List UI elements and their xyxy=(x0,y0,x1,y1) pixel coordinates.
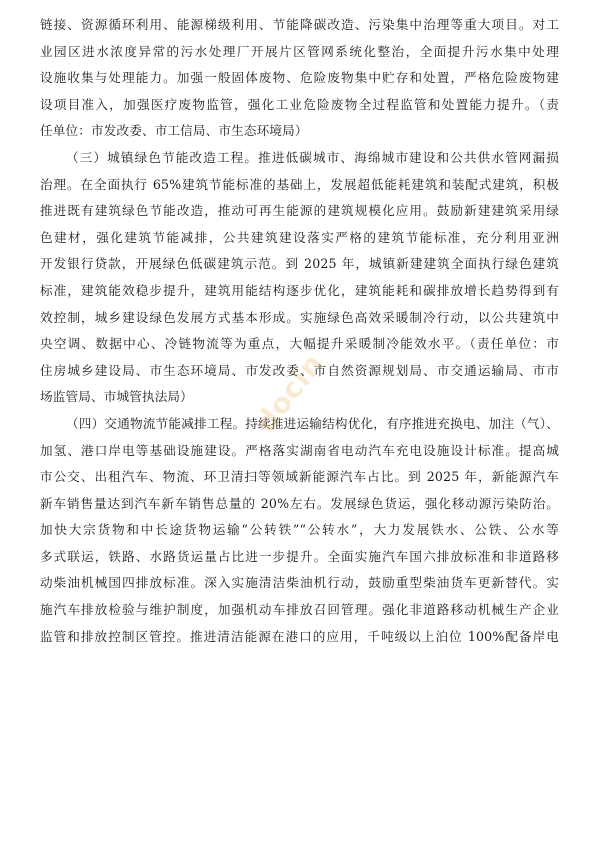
paragraph-1 xyxy=(40,12,559,145)
text-line: 加氢、港口岸电等基础设施建设。严格落实湖南省电动汽车充电设施设计标准。提高城 xyxy=(40,442,559,458)
text-line: （三）城镇绿色节能改造工程。推进低碳城市、海绵城市建设和公共供水管网漏损 xyxy=(66,149,559,165)
text-line: 市公交、出租汽车、物流、环卫清扫等领域新能源汽车占比。到 2025 年，新能源汽车 xyxy=(40,469,559,485)
paragraph-2 xyxy=(40,145,559,411)
text-line: 施汽车排放检验与维护制度，加强机动车排放召回管理。强化非道路移动机械生产企业 xyxy=(40,602,559,618)
text-line: 链接、资源循环利用、能源梯级利用、节能降碳改造、污染集中治理等重大项目。对工 xyxy=(40,17,559,32)
paragraph-3 xyxy=(40,411,559,650)
text-line: 场监管局、市城管执法局） xyxy=(40,389,193,405)
text-line: 加快大宗货物和中长途货物运输“公转铁”“公转水”，大力发展铁水、公铁、公水等 xyxy=(40,522,559,538)
text-line: 新车销售量达到汽车新车销售总量的 20%左右。发展绿色货运，强化移动源污染防治。 xyxy=(40,495,559,511)
text-line: 开发银行贷款，开展绿色低碳建筑示范。到 2025 年，城镇新建建筑全面执行绿色建筑 xyxy=(40,256,559,272)
text-line: 治理。在全面执行 65%建筑节能标准的基础上，发展超低能耗建筑和装配式建筑，积极 xyxy=(40,176,559,192)
document-body xyxy=(40,12,559,650)
text-line: 多式联运，铁路、水路货运量占比进一步提升。全面实施汽车国六排放标准和非道路移 xyxy=(40,548,559,564)
text-line: 监管和排放控制区管控。推进清洁能源在港口的应用，千吨级以上泊位 100%配备岸电 xyxy=(40,628,559,644)
text-line: 设项目准入，加强医疗废物监管，强化工业危险废物全过程监管和处置能力提升。（责 xyxy=(40,96,559,112)
text-line: 推进既有建筑绿色节能改造，推动可再生能源的建筑规模化应用。鼓励新建建筑采用绿 xyxy=(40,203,559,219)
text-line: 住房城乡建设局、市生态环境局、市发改委、市自然资源规划局、市交通运输局、市市 xyxy=(40,362,559,378)
text-line: 任单位：市发改委、市工信局、市生态环境局） xyxy=(40,123,308,139)
text-line: 效控制，城乡建设绿色发展方式基本形成。实施绿色高效采暖制冷行动，以公共建筑中 xyxy=(40,309,559,325)
text-line: （四）交通物流节能减排工程。持续推进运输结构优化，有序推进充换电、加注（气）、 xyxy=(66,415,559,431)
watermark-text: docin xyxy=(248,346,331,439)
text-line: 标准，建筑能效稳步提升，建筑用能结构逐步优化，建筑能耗和碳排放增长趋势得到有 xyxy=(40,282,559,298)
text-line: 业园区进水浓度异常的污水处理厂开展片区管网系统化整治，全面提升污水集中处理 xyxy=(40,43,559,59)
text-line: 色建材，强化建筑节能减排，公共建筑建设落实严格的建筑节能标准，充分利用亚洲 xyxy=(40,229,559,245)
text-line: 设施收集与处理能力。加强一般固体废物、危险废物集中贮存和处置，严格危险废物建 xyxy=(40,70,559,86)
text-line: 央空调、数据中心、冷链物流等为重点，大幅提升采暖制冷能效水平。（责任单位：市 xyxy=(40,336,559,352)
text-line: 动柴油机械国四排放标准。深入实施清洁柴油机行动，鼓励重型柴油货车更新替代。实 xyxy=(40,575,559,591)
